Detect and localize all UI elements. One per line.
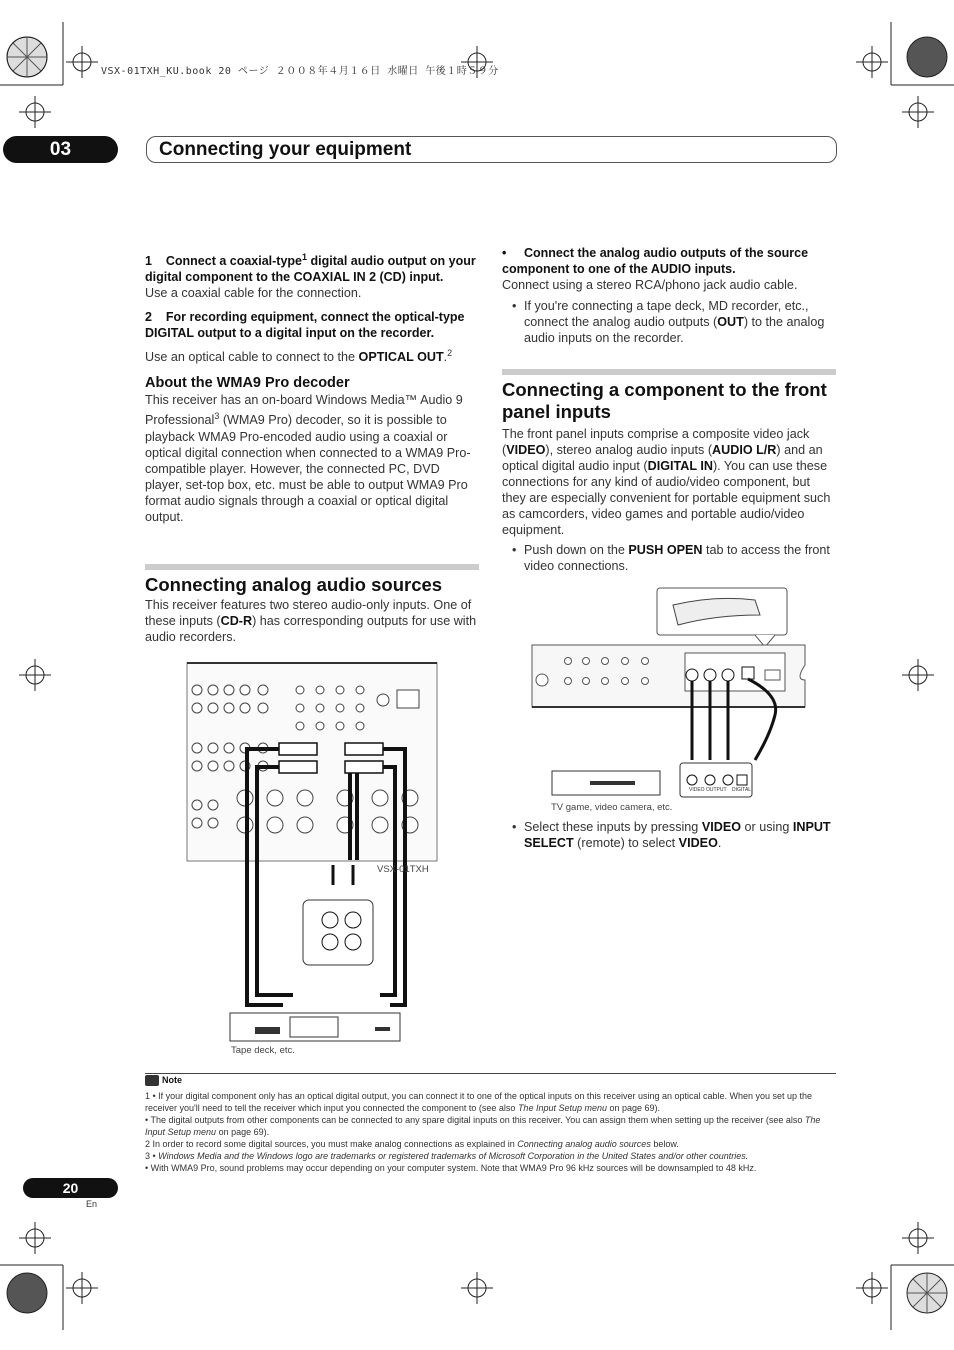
- analog-output-detail: Connect using a stereo RCA/phono jack audio cable.: [502, 278, 798, 292]
- notes-rule: [145, 1073, 836, 1074]
- chapter-title: Connecting your equipment: [159, 139, 412, 160]
- front-panel-paragraph: The front panel inputs comprise a composite video jack (VIDEO), stereo analog audio inputs (AUDIO L/R) and an optical digital audio input (DIGITAL IN). You can use these connections for any kind of audio/video component, but they are especially convenient for portable equipment such as camcorders, video games and portable audio/video equipment.: [502, 427, 831, 537]
- analog-heading: Connecting analog audio sources: [145, 574, 443, 595]
- device-caption: TV game, video camera, etc.: [551, 802, 673, 813]
- analog-output-step: • Connect the analog audio outputs of the source component to one of the AUDIO inputs.: [502, 246, 809, 276]
- step-2: [145, 309, 480, 341]
- tape-deck-caption: Tape deck, etc.: [231, 1045, 295, 1056]
- front-panel-heading: Connecting a component to the front panel inputs: [502, 379, 827, 422]
- footnote-ref: 1: [302, 252, 308, 262]
- language-code: En: [86, 1199, 98, 1209]
- step-text: digital audio output on your digital component to the COAXIAL IN 2 (CD) input.: [145, 254, 476, 285]
- step-text: For recording equipment, connect the optical-type DIGITAL output to a digital input on the recorder.: [145, 310, 465, 341]
- tape-deck-bullet: • If you're connecting a tape deck, MD recorder, etc., connect the analog audio outputs (OUT) to the analog audio inputs on the recorder.: [512, 299, 825, 345]
- chapter-number-badge: 03: [3, 136, 118, 163]
- step-1-detail: Use a coaxial cable for the connection.: [145, 286, 362, 301]
- rear-panel-connection-diagram: [185, 660, 440, 1060]
- note-1b: • The digital outputs from other components can be connected to any spare digital inputs on this receiver. You can assign them when setting up the receiver (see also The Input Setup menu on page 69).: [145, 1115, 821, 1137]
- right-column: [502, 245, 837, 346]
- analog-paragraph: This receiver features two stereo audio-only inputs. One of these inputs (CD-R) has corresponding outputs for use with audio recorders.: [145, 598, 477, 644]
- step-number: 2: [145, 310, 152, 325]
- note-3b: • With WMA9 Pro, sound problems may occur depending on your computer system. Note that WMA9 Pro 96 kHz sources will be downsampled to 48 kHz.: [145, 1163, 757, 1173]
- front-panel-connection-diagram: [530, 585, 810, 805]
- note-2: 2 In order to record some digital sources, you must make analog connections as explained in Connecting analog audio sources below.: [145, 1139, 679, 1149]
- model-label: VSX-01TXH: [377, 864, 429, 875]
- step-1: [145, 249, 480, 285]
- select-input-bullet: • Select these inputs by pressing VIDEO or using INPUT SELECT (remote) to select VIDEO.: [512, 820, 831, 850]
- section-divider: [502, 369, 836, 375]
- note-icon: [145, 1075, 159, 1086]
- page-number: 20: [23, 1178, 118, 1198]
- left-column: [145, 249, 480, 525]
- step-2-detail: Use an optical cable to connect to the OPTICAL OUT.$^2$: [145, 348, 453, 365]
- digital-label: DIGITAL: [732, 787, 752, 793]
- chapter-title-bar: [146, 136, 837, 163]
- wma-heading: About the WMA9 Pro decoder: [145, 375, 350, 392]
- notes-body: [145, 1090, 837, 1174]
- wma-paragraph: This receiver has an on-board Windows Media™ Audio 9 Professional$^3$ (WMA9 Pro) decoder, so it is possible to playback WMA9 Pro-encoded audio using a coaxial or optical digital connection when connected to a WMA9 Pro-compatible player. However, the connected PC, DVD player, set-top box, etc. must be able to output WMA9 Pro format audio signals through a coaxial or optical digital output.: [145, 393, 471, 524]
- step-number: 1: [145, 254, 152, 269]
- step-text: Connect a coaxial-type: [165, 254, 303, 269]
- note-3a: 3 • Windows Media and the Windows logo are trademarks or registered trademarks of Microsoft Corporation in the United States and/or other countries.: [145, 1151, 749, 1161]
- note-1a: 1 • If your digital component only has an optical digital output, you can connect it to one of the optical inputs on this receiver using an optical cable. When you set up the receiver you'll need to tell the receiver which input you connected the component to (see also The Input Setup menu on page 69).: [145, 1091, 813, 1113]
- push-open-bullet: • Push down on the PUSH OPEN tab to access the front video connections.: [512, 543, 830, 573]
- video-output-label: VIDEO OUTPUT: [689, 787, 727, 793]
- section-divider: [145, 564, 479, 570]
- notes-title: Note: [162, 1075, 182, 1085]
- book-file-info: VSX-01TXH_KU.book 20 ページ ２００８年４月１６日 水曜日 午後１時５９分: [101, 66, 499, 77]
